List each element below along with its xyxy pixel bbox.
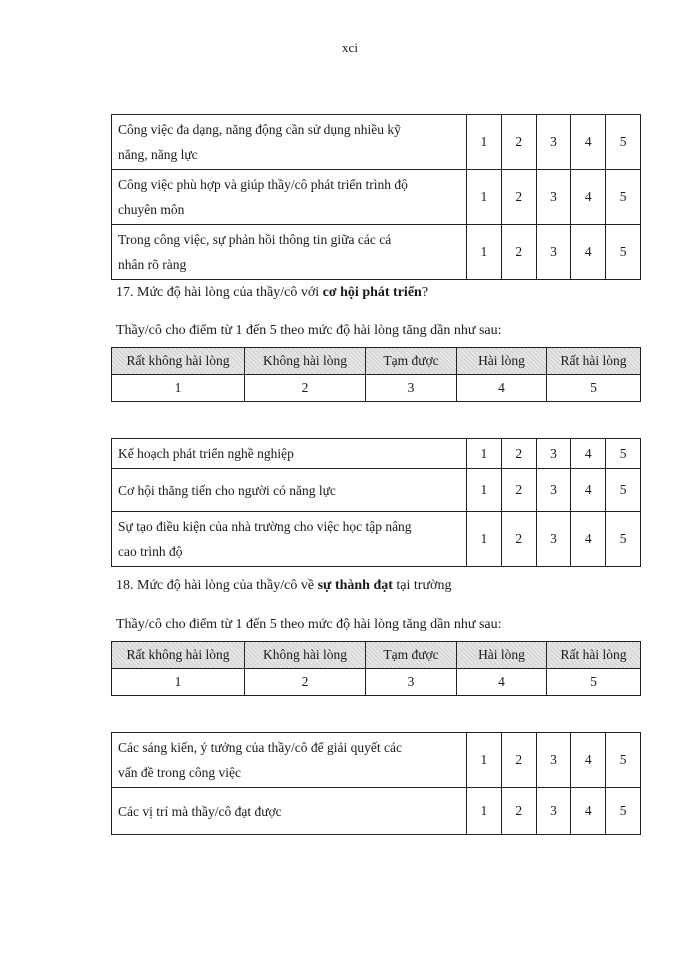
score-option[interactable]: 2 [501, 788, 536, 835]
score-option[interactable]: 5 [606, 788, 641, 835]
score-option[interactable]: 1 [467, 439, 502, 469]
scale-label: Hài lòng [457, 348, 547, 375]
table-row [112, 439, 641, 469]
score-option[interactable]: 3 [536, 225, 571, 280]
score-option[interactable]: 3 [536, 733, 571, 788]
scale-legend-17 [111, 347, 641, 402]
item-text: Cơ hội thăng tiến cho người có năng lực [112, 469, 467, 512]
score-option[interactable]: 4 [571, 225, 606, 280]
score-option[interactable]: 2 [501, 225, 536, 280]
scale-value-row [112, 669, 641, 696]
instruction-18: Thầy/cô cho điểm từ 1 đến 5 theo mức độ hài lòng tăng dần như sau: [116, 617, 502, 632]
score-option[interactable]: 1 [467, 733, 502, 788]
score-option[interactable]: 5 [606, 115, 641, 170]
score-option[interactable]: 2 [501, 512, 536, 567]
scale-value: 4 [457, 669, 547, 696]
scale-label: Tạm được [366, 348, 457, 375]
score-option[interactable]: 3 [536, 170, 571, 225]
score-option[interactable]: 2 [501, 170, 536, 225]
scale-label: Rất hài lòng [547, 642, 641, 669]
scale-value: 5 [547, 669, 641, 696]
score-option[interactable]: 5 [606, 469, 641, 512]
score-option[interactable]: 1 [467, 469, 502, 512]
score-option[interactable]: 3 [536, 439, 571, 469]
score-option[interactable]: 4 [571, 733, 606, 788]
item-text: Kế hoạch phát triển nghề nghiệp [112, 439, 467, 469]
score-option[interactable]: 2 [501, 439, 536, 469]
table-row [112, 512, 641, 567]
score-option[interactable]: 5 [606, 225, 641, 280]
score-option[interactable]: 1 [467, 115, 502, 170]
score-option[interactable]: 3 [536, 115, 571, 170]
item-text: Công việc phù hợp và giúp thầy/cô phát triển trình độ chuyên môn [112, 170, 467, 225]
scale-value: 3 [366, 669, 457, 696]
score-option[interactable]: 5 [606, 170, 641, 225]
score-option[interactable]: 4 [571, 469, 606, 512]
score-option[interactable]: 5 [606, 439, 641, 469]
scale-legend-18 [111, 641, 641, 696]
table-row [112, 733, 641, 788]
rating-table-achievement [111, 732, 641, 835]
table-row [112, 788, 641, 835]
scale-header-row [112, 642, 641, 669]
item-text: Các sáng kiến, ý tưởng của thầy/cô để giải quyết các vấn đề trong công việc [112, 733, 467, 788]
question-17: 17. Mức độ hài lòng của thầy/cô với cơ hội phát triển? [116, 285, 429, 300]
scale-label: Tạm được [366, 642, 457, 669]
rating-table-work [111, 114, 641, 280]
score-option[interactable]: 4 [571, 512, 606, 567]
score-option[interactable]: 1 [467, 170, 502, 225]
item-text: Các vị trí mà thầy/cô đạt được [112, 788, 467, 835]
scale-label: Rất không hài lòng [112, 348, 245, 375]
score-option[interactable]: 2 [501, 469, 536, 512]
scale-value: 3 [366, 375, 457, 402]
scale-value: 1 [112, 669, 245, 696]
score-option[interactable]: 3 [536, 469, 571, 512]
scale-value: 4 [457, 375, 547, 402]
score-option[interactable]: 4 [571, 115, 606, 170]
table-row [112, 170, 641, 225]
scale-label: Rất không hài lòng [112, 642, 245, 669]
item-text: Sự tạo điều kiện của nhà trường cho việc học tập nâng cao trình độ [112, 512, 467, 567]
score-option[interactable]: 5 [606, 512, 641, 567]
scale-value: 2 [245, 375, 366, 402]
score-option[interactable]: 5 [606, 733, 641, 788]
score-option[interactable]: 1 [467, 512, 502, 567]
scale-label: Hài lòng [457, 642, 547, 669]
scale-label: Không hài lòng [245, 642, 366, 669]
score-option[interactable]: 4 [571, 170, 606, 225]
instruction-17: Thầy/cô cho điểm từ 1 đến 5 theo mức độ hài lòng tăng dần như sau: [116, 323, 502, 338]
score-option[interactable]: 4 [571, 439, 606, 469]
table-row [112, 115, 641, 170]
scale-value: 5 [547, 375, 641, 402]
scale-value: 1 [112, 375, 245, 402]
item-text: Trong công việc, sự phản hồi thông tin giữa các cá nhân rõ ràng [112, 225, 467, 280]
scale-value-row [112, 375, 641, 402]
scale-value: 2 [245, 669, 366, 696]
scale-header-row [112, 348, 641, 375]
score-option[interactable]: 3 [536, 512, 571, 567]
item-text: Công việc đa dạng, năng động cần sử dụng nhiều kỹ năng, năng lực [112, 115, 467, 170]
scale-label: Không hài lòng [245, 348, 366, 375]
table-row [112, 469, 641, 512]
rating-table-development [111, 438, 641, 567]
page-number: xci [342, 40, 358, 55]
scale-label: Rất hài lòng [547, 348, 641, 375]
score-option[interactable]: 1 [467, 788, 502, 835]
table-row [112, 225, 641, 280]
question-18: 18. Mức độ hài lòng của thầy/cô về sự thành đạt tại trường [116, 578, 452, 593]
score-option[interactable]: 1 [467, 225, 502, 280]
score-option[interactable]: 2 [501, 115, 536, 170]
score-option[interactable]: 2 [501, 733, 536, 788]
score-option[interactable]: 3 [536, 788, 571, 835]
score-option[interactable]: 4 [571, 788, 606, 835]
